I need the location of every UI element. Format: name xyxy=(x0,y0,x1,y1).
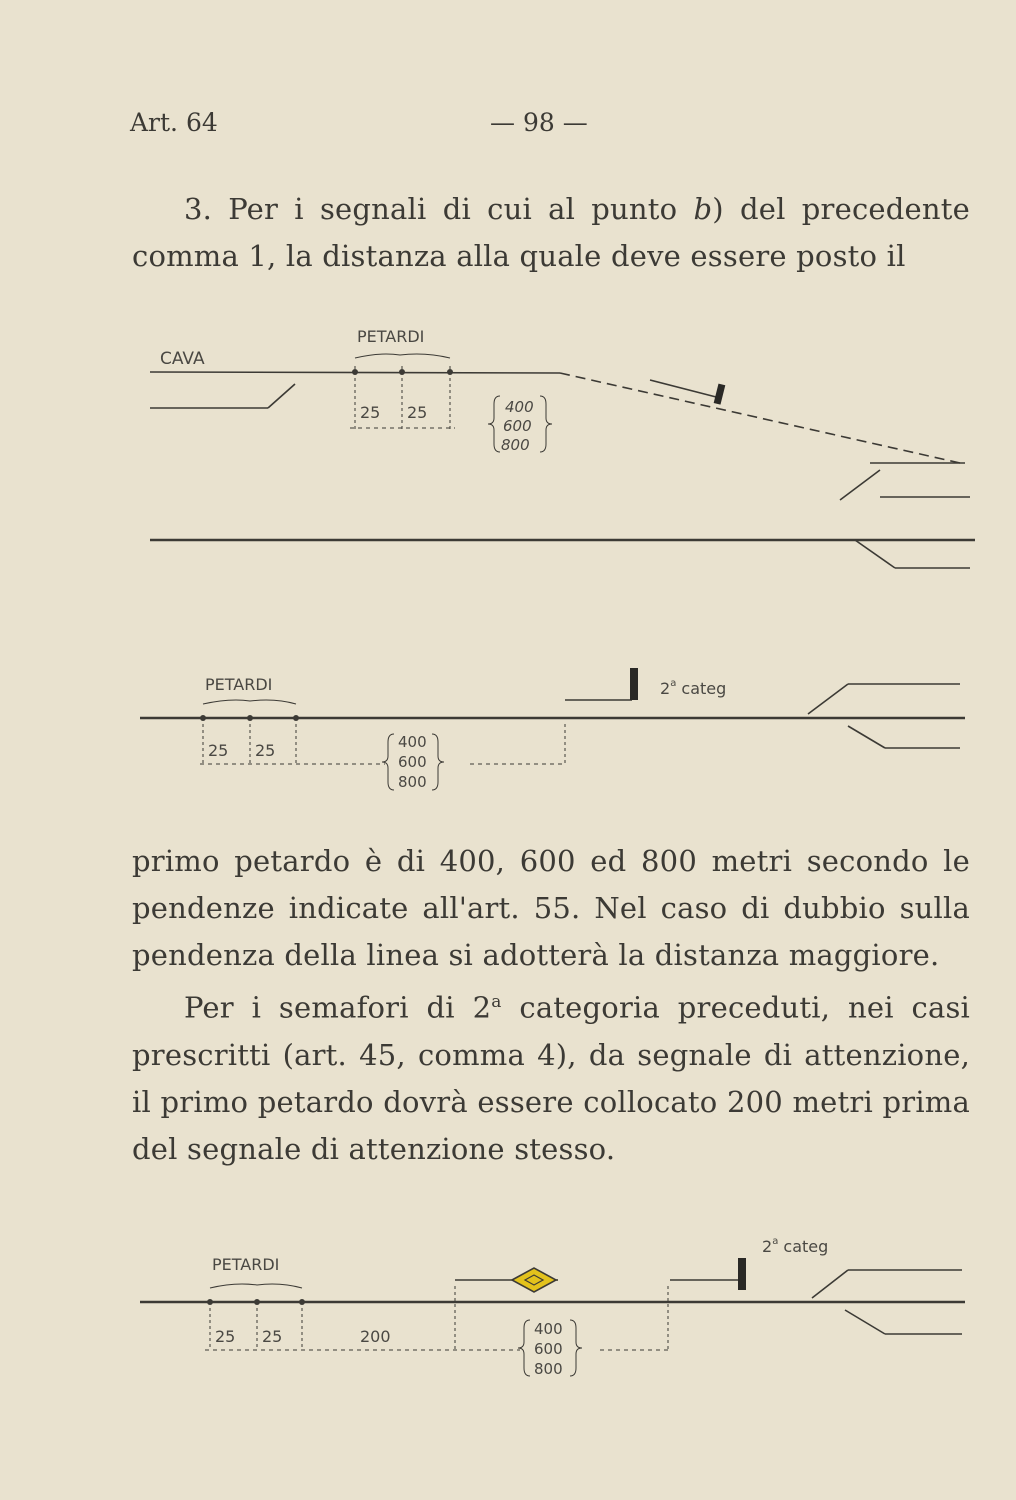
dist-25-3b: 25 xyxy=(262,1327,283,1346)
cava-switch xyxy=(268,384,295,408)
dist-200: 200 xyxy=(360,1327,391,1346)
dist-400: 400 xyxy=(505,398,534,416)
petard-dot-3a xyxy=(207,1299,213,1305)
paragraph-1-text: 3. Per i segnali di cui al punto b) del precedente comma 1, la distanza alla quale deve essere posto il xyxy=(132,192,971,273)
dist-400-2: 400 xyxy=(398,733,427,751)
semaphore-icon-3 xyxy=(738,1258,746,1290)
label-cava: CAVA xyxy=(160,349,205,369)
paragraph-2 xyxy=(132,838,970,1173)
branch-down-diagonal-2 xyxy=(848,726,885,748)
label-petardi-2: PETARDI xyxy=(205,675,273,694)
dist-600-2: 600 xyxy=(398,753,427,771)
cava-slope-dashed xyxy=(560,373,960,463)
diagram-semaforo xyxy=(0,660,1016,800)
dist-25-3a: 25 xyxy=(215,1327,236,1346)
petard-dot-2a xyxy=(200,715,206,721)
signal-icon xyxy=(714,384,726,405)
diagram-cava xyxy=(0,320,1016,580)
page-header xyxy=(130,108,910,148)
brace-left-2 xyxy=(382,734,394,790)
petard-dot-2b xyxy=(247,715,253,721)
dist-25-2b: 25 xyxy=(255,741,276,760)
label-petardi-3: PETARDI xyxy=(212,1255,280,1274)
brace-left-3 xyxy=(518,1320,530,1376)
brace-right-2 xyxy=(432,734,444,790)
semaphore-icon-2 xyxy=(630,668,638,700)
branch-up-diagonal-2 xyxy=(808,684,848,714)
branch-down-diagonal-3 xyxy=(845,1310,885,1334)
dist-600: 600 xyxy=(503,417,532,435)
dist-400-3: 400 xyxy=(534,1320,563,1338)
petard-dot-2c xyxy=(293,715,299,721)
page-number: — 98 — xyxy=(490,108,588,137)
dist-800-3: 800 xyxy=(534,1360,563,1378)
petard-dot-3 xyxy=(447,369,453,375)
dist-800-2: 800 xyxy=(398,773,427,791)
petardi-brace-2 xyxy=(203,700,296,704)
label-2a-categ-3: 2$^a$ categ xyxy=(762,1236,829,1256)
warning-signal-icon xyxy=(512,1268,556,1292)
paragraph-1 xyxy=(132,186,970,280)
branch-up-diagonal-3 xyxy=(812,1270,848,1298)
dist-800: 800 xyxy=(501,436,530,454)
petard-dot-1 xyxy=(352,369,358,375)
dist-600-3: 600 xyxy=(534,1340,563,1358)
petardi-brace-3 xyxy=(210,1284,302,1288)
paragraph-3-text: Per i semafori di 2$^a$ categoria preceduti, nei casi prescritti (art. 45, comma 4), da segnale di attenzione, il primo petardo dovrà essere collocato 200 metri prima del segnale di attenzione stesso. xyxy=(132,990,970,1166)
label-2a-categ: 2$^a$ categ xyxy=(660,678,727,698)
dist-25-a: 25 xyxy=(360,403,381,422)
branch-diagonal xyxy=(840,470,880,500)
petard-dot-3b xyxy=(254,1299,260,1305)
branch-down-diagonal xyxy=(855,540,895,568)
brace-left-1 xyxy=(488,396,500,452)
dist-25-2a: 25 xyxy=(208,741,229,760)
paragraph-2-text: primo petardo è di 400, 600 ed 800 metri secondo le pendenze indicate all'art. 55. Nel caso di dubbio sulla pendenza della linea si adotterà la distanza maggiore. xyxy=(132,844,970,972)
brace-right-1 xyxy=(540,396,552,452)
brace-right-3 xyxy=(570,1320,582,1376)
petard-dot-3c xyxy=(299,1299,305,1305)
petardi-brace xyxy=(355,354,450,358)
petard-dot-2 xyxy=(399,369,405,375)
dist-25-b: 25 xyxy=(407,403,428,422)
diagram-segnale-attenzione xyxy=(0,1230,1016,1410)
label-petardi-1: PETARDI xyxy=(357,327,425,346)
article-number: Art. 64 xyxy=(130,108,218,137)
